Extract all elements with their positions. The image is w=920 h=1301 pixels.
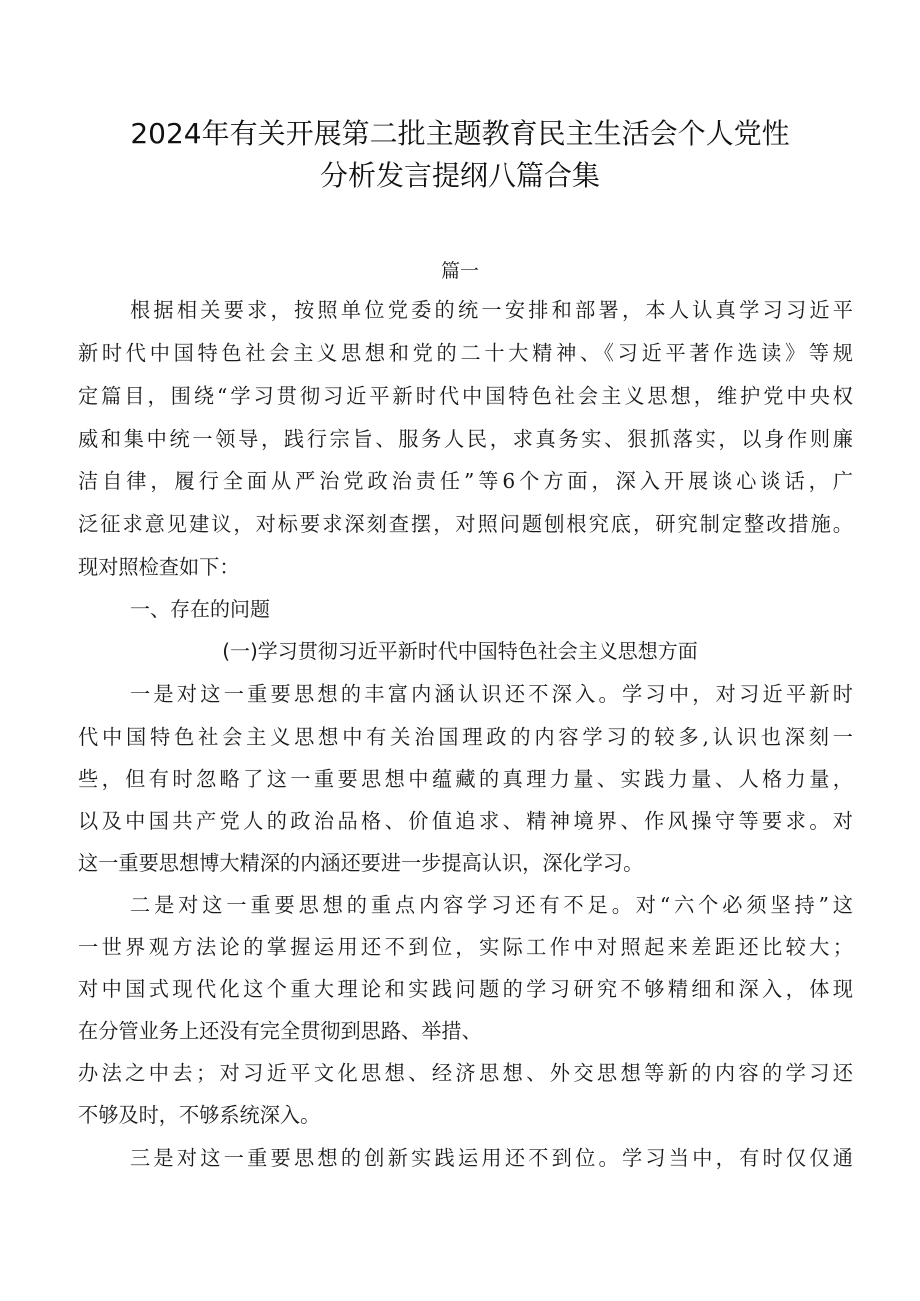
section-label: 篇一 bbox=[440, 260, 479, 282]
intro-line-2: 新时代中国特色社会主义思想和党的二十大精神、《习近平著作选读》等规 bbox=[78, 341, 853, 365]
document-title-line-1: 2024年有关开展第二批主题教育民主生活会个人党性 bbox=[130, 117, 790, 150]
para1-line-1: 一是对这一重要思想的丰富内涵认识还不深入。学习中，对习近平新时 bbox=[130, 682, 853, 706]
heading-existing-problems: 一、存在的问题 bbox=[130, 597, 270, 621]
para1-line-2: 代中国特色社会主义思想中有关治国理政的内容学习的较多,认识也深刻一 bbox=[78, 725, 853, 749]
para2-line-6: 不够及时，不够系统深入。 bbox=[78, 1103, 321, 1127]
intro-line-1: 根据相关要求，按照单位党委的统一安排和部署，本人认真学习习近平 bbox=[130, 298, 853, 322]
heading-study-section: (一)学习贯彻习近平新时代中国特色社会主义思想方面 bbox=[222, 639, 698, 663]
para1-line-4: 以及中国共产党人的政治品格、价值追求、精神境界、作风操守等要求。对 bbox=[78, 809, 853, 833]
intro-line-4: 威和集中统一领导，践行宗旨、服务人民，求真务实、狠抓落实，以身作则廉 bbox=[78, 427, 853, 451]
intro-line-5: 洁自律，履行全面从严治党政治责任”等6个方面，深入开展谈心谈话，广 bbox=[78, 469, 853, 493]
para1-line-3: 些，但有时忽略了这一重要思想中蕴藏的真理力量、实践力量、人格力量， bbox=[78, 767, 853, 791]
para3-line-1: 三是对这一重要思想的创新实践运用还不到位。学习当中，有时仅仅通 bbox=[130, 1146, 853, 1170]
para2-line-5: 办法之中去；对习近平文化思想、经济思想、外交思想等新的内容的学习还 bbox=[78, 1061, 853, 1085]
para2-line-4: 在分管业务上还没有完全贯彻到思路、举措、 bbox=[78, 1019, 482, 1043]
intro-line-7: 现对照检查如下： bbox=[78, 555, 240, 579]
para2-line-3: 对中国式现代化这个重大理论和实践问题的学习研究不够精细和深入，体现 bbox=[78, 977, 853, 1001]
intro-line-6: 泛征求意见建议，对标要求深刻查摆，对照问题刨根究底，研究制定整改措施。 bbox=[78, 512, 853, 536]
intro-line-3: 定篇目，围绕“学习贯彻习近平新时代中国特色社会主义思想，维护党中央权 bbox=[78, 384, 853, 408]
document-title-line-2: 分析发言提纲八篇合集 bbox=[319, 159, 600, 192]
para2-line-2: 一世界观方法论的掌握运用还不到位，实际工作中对照起来差距还比较大； bbox=[78, 935, 853, 959]
para2-line-1: 二是对这一重要思想的重点内容学习还有不足。对“六个必须坚持”这 bbox=[130, 893, 853, 917]
para1-line-5: 这一重要思想博大精深的内涵还要进一步提高认识，深化学习。 bbox=[78, 851, 644, 875]
